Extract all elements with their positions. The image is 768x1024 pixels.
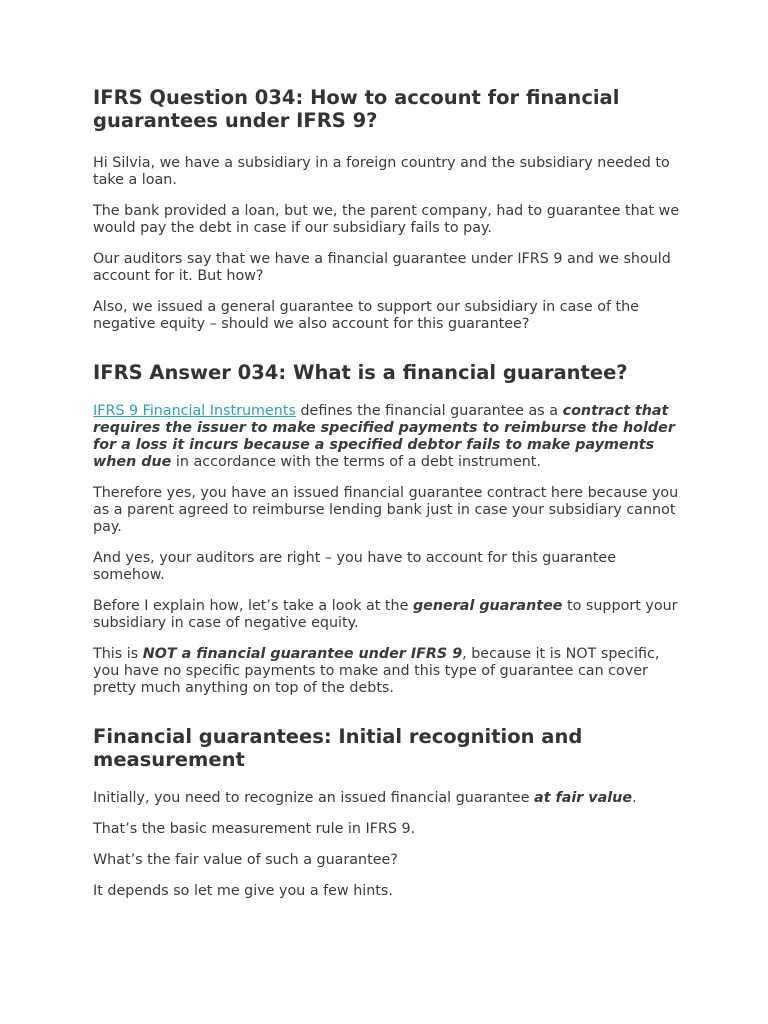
answer-p4-emphasis: general guarantee [412,598,563,614]
question-paragraph-3: Our auditors say that we have a financial guarantee under IFRS 9 and we should account for it. But how? [93,251,671,284]
question-paragraph-1: Hi Silvia, we have a subsidiary in a foreign country and the subsidiary needed to take a loan. [93,155,670,188]
question-paragraph-2: The bank provided a loan, but we, the parent company, had to guarantee that we would pay the debt in case if our subsidiary fails to pay. [93,203,680,236]
answer-p4-text-a: Before I explain how, let’s take a look at the [93,598,413,614]
recognition-paragraph-2: That’s the basic measurement rule in IFRS 9. [93,821,416,837]
ifrs9-link[interactable]: IFRS 9 Financial Instruments [93,403,296,419]
recognition-p1-text-a: Initially, you need to recognize an issued financial guarantee [93,790,535,806]
answer-p5-text-a: This is [93,646,143,662]
answer-p1-text-a: defines the financial guarantee as a [295,403,563,419]
recognition-p1-text-b: . [632,790,637,806]
recognition-paragraph-4: It depends so let me give you a few hints. [93,883,393,899]
recognition-paragraph-3: What’s the fair value of such a guarantee? [93,852,398,868]
answer-p1-definition: contract that requires the issuer to make specified payments to reimburse the holder for a loss it incurs because a specified debtor fails to make payments when due [93,403,675,470]
article-body [93,86,683,900]
answer-p5-text-b: , because it is NOT specific, you have no specific payments to make and this type of guarantee can cover pretty much anything on top of the debts. [93,646,660,696]
answer-paragraph-5 [93,646,683,697]
recognition-p1-emphasis: at fair value [534,790,633,806]
answer-p5-emphasis: NOT a financial guarantee under IFRS 9 [142,646,463,662]
answer-paragraph-4 [93,598,683,632]
question-heading: IFRS Question 034: How to account for financial guarantees under IFRS 9? [93,86,620,132]
answer-p1-text-b: in accordance with the terms of a debt instrument. [171,454,541,470]
recognition-heading: Financial guarantees: Initial recognition and measurement [93,725,583,771]
answer-paragraph-3: And yes, your auditors are right – you have to account for this guarantee somehow. [93,550,617,583]
answer-heading: IFRS Answer 034: What is a financial guarantee? [93,361,628,384]
answer-p4-text-b: to support your subsidiary in case of negative equity. [93,598,678,631]
answer-paragraph-1 [93,403,683,471]
recognition-paragraph-1 [93,790,683,807]
answer-paragraph-2: Therefore yes, you have an issued financial guarantee contract here because you as a parent agreed to reimburse lending bank just in case your subsidiary cannot pay. [93,485,679,535]
question-paragraph-4: Also, we issued a general guarantee to support our subsidiary in case of the negative equity – should we also account for this guarantee? [93,299,639,332]
